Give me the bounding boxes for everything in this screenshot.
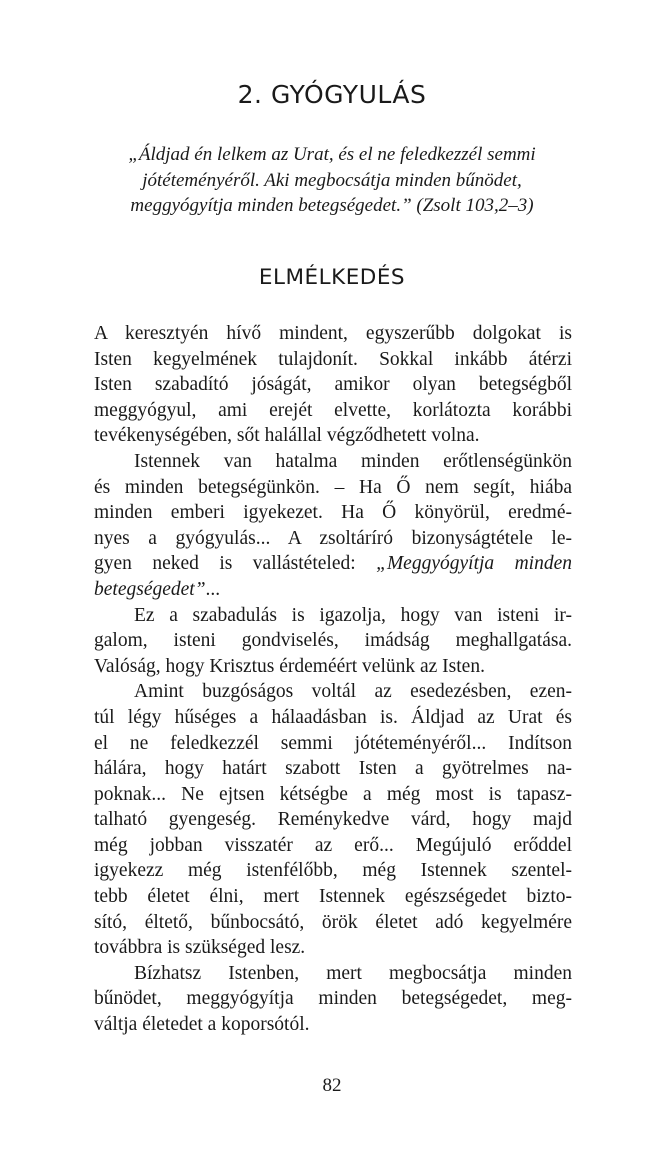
page-number: 82	[322, 1075, 342, 1096]
text-line: tebb életet élni, mert Istennek egészségedet bizto-	[94, 886, 572, 908]
quote-ellipsis: ...	[205, 578, 221, 600]
italic-quote: betegségedet”	[94, 578, 206, 600]
text-line: túl légy hűséges a hálaadásban is. Áldjad az Urat és	[94, 706, 572, 728]
text-line: továbbra is szükséged lesz.	[94, 937, 306, 959]
text-line: Valóság, hogy Krisztus érdeméért velünk az Isten.	[94, 655, 485, 677]
text-line: még jobban visszatér az erő... Megújuló erőddel	[94, 834, 572, 856]
text-line: váltja életedet a koporsótól.	[94, 1014, 310, 1036]
section-title: ELMÉLKEDÉS	[258, 265, 406, 290]
text-line: sító, éltető, bűnbocsátó, örök életet adó kegyelmére	[94, 911, 572, 933]
text-line-quote-end	[94, 577, 572, 603]
text-line: Amint buzgóságos voltál az esedezésben, ezen-	[134, 681, 572, 703]
epigraph-line: jótéteményéről. Aki megbocsátja minden bűnödet,	[142, 169, 522, 191]
text-line: Ez a szabadulás is igazolja, hogy van isteni ir-	[134, 604, 572, 626]
text-line: igyekezz még istenfélőbb, még Istennek szentel-	[94, 860, 572, 882]
text-line: és minden betegségünkön. – Ha Ő nem segít, hiába	[94, 476, 572, 498]
text-line: A keresztyén hívő mindent, egyszerűbb dolgokat is	[94, 323, 572, 344]
epigraph-line: „Áldjad én lelkem az Urat, és el ne feledkezzél semmi	[128, 144, 536, 165]
chapter-title: 2. GYÓGYULÁS	[237, 80, 427, 109]
text-line: nyes a gyógyulás... A zsoltáríró bizonyságtétele le-	[94, 527, 572, 549]
text-line: galom, isteni gondviselés, imádság meghallgatása.	[94, 630, 572, 652]
text-line: hálára, hogy határt szabott Isten a gyötrelmes na-	[94, 758, 572, 780]
text-line: meggyógyul, ami erejét elvette, korlátozta korábbi	[94, 399, 572, 421]
text-line: Isten szabadító jóságát, amikor olyan betegségből	[94, 374, 572, 396]
text-fragment: gyen neked is vallástételed:	[94, 553, 356, 575]
text-line: el ne feledkezzél semmi jótéteményéről... Indítson	[94, 732, 572, 754]
text-line: minden emberi igyekezet. Ha Ő könyörül, eredmé-	[94, 502, 572, 524]
text-line: Bízhatsz Istenben, mert megbocsátja minden	[134, 962, 572, 984]
epigraph-line: meggyógyítja minden betegségedet.” (Zsolt 103,2–3)	[130, 195, 534, 216]
epigraph	[95, 142, 569, 219]
italic-quote: „Meggyógyítja minden	[376, 553, 572, 575]
text-line-with-quote	[94, 551, 572, 577]
text-line: tevékenységében, sőt halállal végződhetett volna.	[94, 425, 480, 447]
text-line: Isten kegyelmének tulajdonít. Sokkal inkább átérzi	[94, 348, 572, 370]
body-text	[94, 321, 572, 1038]
text-line: poknak... Ne ejtsen kétségbe a még most is tapasz-	[94, 783, 572, 805]
text-line: Istennek van hatalma minden erőtlenségünkön	[134, 450, 572, 472]
text-line: talható gyengeség. Reménykedve várd, hogy majd	[94, 809, 572, 831]
text-line: bűnödet, meggyógyítja minden betegségedet, meg-	[94, 988, 572, 1010]
